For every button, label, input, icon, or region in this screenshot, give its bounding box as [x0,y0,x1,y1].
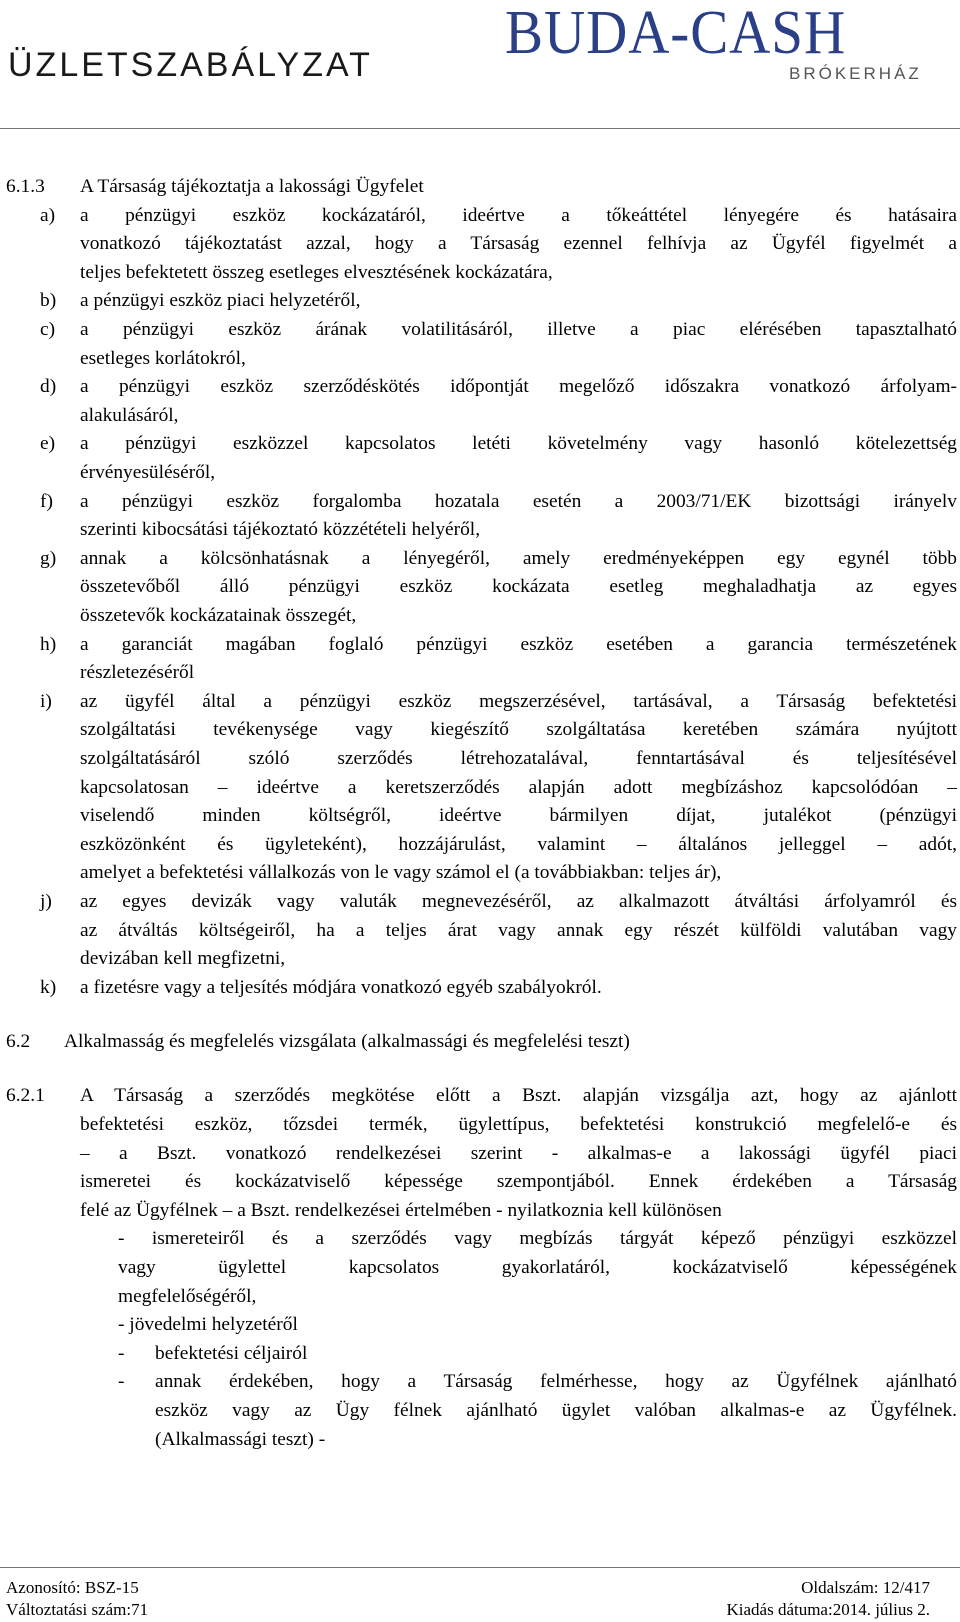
list-item-text: az egyes devizák vagy valuták megnevezéséről, az alkalmazott átváltási árfolyamról és [80,891,957,912]
list-item-text: szolgáltatásáról szóló szerződés létrehozatalával, fenntartásával és teljesítésével [80,748,957,769]
list-item-text: esetleges korlátokról, [80,347,246,369]
bullet-dash: - [118,1371,125,1393]
list-item-text: a garanciát magában foglaló pénzügyi eszköz esetében a garancia természetének [80,633,957,655]
footer-issue-date: Kiadás dátuma:2014. július 2. [726,1600,930,1619]
section-heading: Alkalmasság és megfelelés vizsgálata (alkalmassági és megfelelési teszt) [64,1031,630,1053]
section-heading: A Társaság tájékoztatja a lakossági Ügyfelet [80,176,424,197]
section-number: 6.1.3 [6,176,45,197]
section-number: 6.2.1 [6,1085,45,1107]
list-item-marker: e) [40,433,56,455]
list-item-marker: d) [40,376,57,398]
list-item-text: az átváltás költségeiről, ha a teljes árat vagy annak egy részét külföldi valutában vagy [80,919,957,941]
list-item-text: alakulásáról, [80,404,179,426]
list-item-marker: k) [40,976,57,998]
list-item-text: összetevőből álló pénzügyi eszköz kockázata esetleg meghaladhatja az egyes [80,576,957,598]
list-item-text: a pénzügyi eszköz árának volatilitásáról, illetve a piac elérésében tapasztalható [80,319,957,340]
list-item-marker: j) [40,891,52,912]
paragraph-line: – a Bszt. vonatkozó rendelkezései szerint - alkalmas-e a lakossági ügyfél piaci [80,1142,957,1164]
list-item-text: eszközönként és ügyleteként), hozzájárulást, valamint – általános jelleggel – adót, [80,833,957,855]
list-item-marker: b) [40,290,57,312]
list-item-text: a pénzügyi eszköz szerződéskötés időpontját megelőző időszakra vonatkozó árfolyam- [80,376,957,398]
paragraph-line: A Társaság a szerződés megkötése előtt a Bszt. alapján vizsgálja azt, hogy az ajánlott [80,1085,957,1107]
bullet-text: befektetési céljairól [155,1342,308,1364]
list-item-text: a pénzügyi eszköz forgalomba hozatala esetén a 2003/71/EK bizottsági irányelv [80,490,957,512]
page-header [0,0,960,128]
bullet-text: - ismereteiről és a szerződés vagy megbízás tárgyát képező pénzügyi eszközzel [118,1228,957,1250]
list-item-text: részletezéséről [80,662,195,684]
company-logo [505,0,922,90]
list-item-marker: a) [40,204,56,226]
list-item-text: érvényesüléséről, [80,462,216,483]
paragraph-line: befektetési eszköz, tőzsdei termék, ügylettípus, befektetési konstrukció megfelelő-e és [80,1114,957,1136]
list-item-marker: c) [40,319,56,340]
footer-divider [0,1567,960,1568]
bullet-text: megfelelőségéről, [118,1285,257,1307]
footer-identifier: Azonosító: BSZ-15 [6,1578,139,1597]
bullet-dash: - [118,1342,125,1364]
list-item-text: kapcsolatosan – ideértve a keretszerződés alapján adott megbízáshoz kapcsolódóan – [80,776,957,798]
list-item-text: a fizetésre vagy a teljesítés módjára vonatkozó egyéb szabályokról. [80,976,602,998]
header-divider [0,128,960,129]
list-item-text: az ügyfél által a pénzügyi eszköz megszerzésével, tartásával, a Társaság befektetési [80,690,957,712]
list-item-text: teljes befektetett összeg esetleges elvesztésének kockázatára, [80,261,553,283]
list-item-marker: g) [40,547,57,569]
list-item-text: devizában kell megfizetni, [80,948,286,970]
bullet-text: - jövedelmi helyzetéről [118,1314,298,1336]
list-item-text: összetevők kockázatainak összegét, [80,605,357,626]
list-item-marker: i) [40,690,52,712]
bullet-text: annak érdekében, hogy a Társaság felmérhesse, hogy az Ügyfélnek ajánlható [155,1371,957,1393]
bullet-text: (Alkalmassági teszt) - [155,1428,326,1450]
list-item-text: a pénzügyi eszköz piaci helyzetéről, [80,290,361,312]
document-title: ÜZLETSZABÁLYZAT [8,46,373,84]
list-item-text: szolgáltatási tevékenysége vagy kiegészítő szolgáltatása keretében számára nyújtott [80,719,957,741]
list-item-marker: h) [40,633,57,655]
footer-page-number: Oldalszám: 12/417 [801,1578,930,1597]
list-item-text: vonatkozó tájékoztatást azzal, hogy a Társaság ezennel felhívja az Ügyfél figyelmét a [80,233,957,255]
list-item-text: a pénzügyi eszköz kockázatáról, ideértve a tőkeáttétel lényegére és hatásaira [80,204,957,226]
list-item-text: viselendő minden költségről, ideértve bármilyen díjat, jutalékot (pénzügyi [80,805,957,827]
logo-subtitle: BRÓKERHÁZ [789,64,922,83]
paragraph-line: felé az Ügyfélnek – a Bszt. rendelkezései értelmében - nyilatkoznia kell különösen [80,1199,722,1221]
list-item-text: szerinti kibocsátási tájékoztató közzétételi helyéről, [80,519,481,541]
list-item-text: a pénzügyi eszközzel kapcsolatos letéti követelmény vagy hasonló kötelezettség [80,433,957,455]
list-item-text: amelyet a befektetési vállalkozás von le vagy számol el (a továbbiakban: teljes ár), [80,862,722,884]
footer-change-number: Változtatási szám:71 [6,1600,149,1619]
bullet-text: vagy ügylettel kapcsolatos gyakorlatáról, kockázatviselő képességének [118,1257,957,1279]
list-item-marker: f) [40,490,53,512]
paragraph-line: ismeretei és kockázatviselő képessége szempontjából. Ennek érdekében a Társaság [80,1171,957,1193]
list-item-text: annak a kölcsönhatásnak a lényegéről, amely eredményeképpen egy egynél több [80,547,957,569]
section-number: 6.2 [6,1031,31,1053]
logo-wordmark: BUDA-CASH [505,0,847,67]
bullet-text: eszköz vagy az Ügy félnek ajánlható ügylet valóban alkalmas-e az Ügyfélnek. [155,1400,957,1422]
